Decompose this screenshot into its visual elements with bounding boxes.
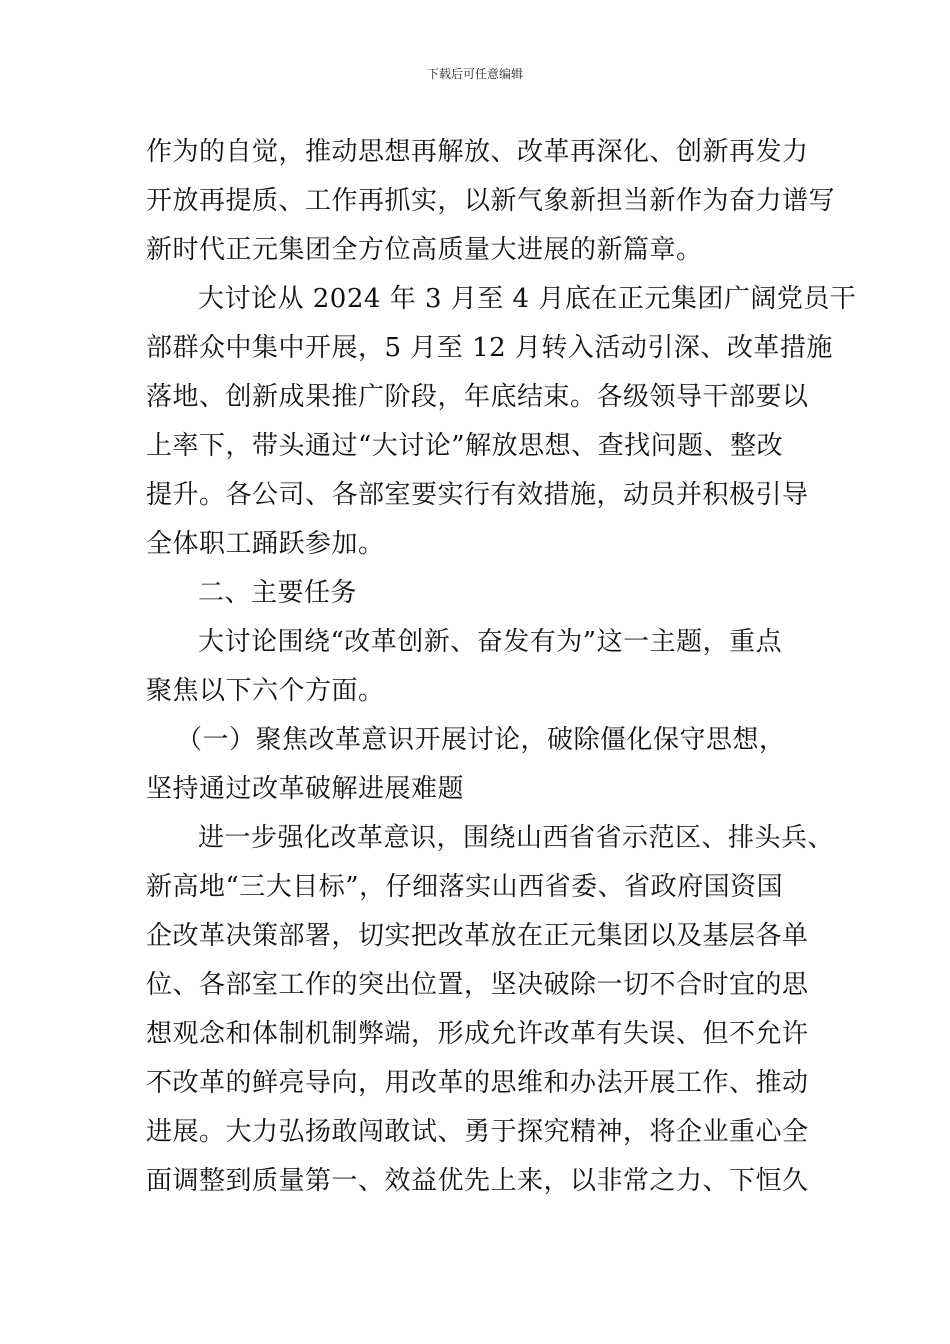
- paragraph-start: 大讨论从 2024 年 3 月至 4 月底在正元集团广阔党员干: [198, 284, 857, 314]
- text-line: 开放再提质、工作再抓实，以新气象新担当新作为奋力谱写: [146, 186, 836, 216]
- text-line: 部群众中集中开展，5 月至 12 月转入活动引深、改革措施: [146, 333, 833, 363]
- text-line: 新时代正元集团全方位高质量大进展的新篇章。: [146, 235, 703, 265]
- text-line: 想观念和体制机制弊端，形成允许改革有失误、但不允许: [146, 1019, 809, 1049]
- text-line: 落地、创新成果推广阶段，年底结束。各级领导干部要以: [146, 382, 809, 412]
- text-line: 不改革的鲜亮导向，用改革的思维和办法开展工作、推动: [146, 1068, 809, 1098]
- text-line: 上率下，带头通过“大讨论”解放思想、查找问题、整改: [146, 431, 784, 461]
- text-line: 聚焦以下六个方面。: [146, 676, 385, 706]
- paragraph-start: 大讨论围绕“改革创新、奋发有为”这一主题，重点: [198, 627, 783, 657]
- page-header: 下载后可任意编辑: [426, 67, 523, 81]
- subsection-heading: （一）聚焦改革意识开展讨论，破除僵化保守思想，: [176, 725, 786, 755]
- text-line: 全体职工踊跃参加。: [146, 529, 385, 559]
- text-line: 面调整到质量第一、效益优先上来，以非常之力、下恒久: [146, 1166, 809, 1196]
- section-heading: 二、主要任务: [198, 578, 358, 608]
- text-line: 作为的自觉，推动思想再解放、改革再深化、创新再发力: [146, 137, 809, 167]
- text-line: 位、各部室工作的突出位置，坚决破除一切不合时宜的思: [146, 970, 809, 1000]
- text-line: 企改革决策部署，切实把改革放在正元集团以及基层各单: [146, 921, 809, 951]
- document-body: [146, 128, 857, 1206]
- text-line: 新高地“三大目标”，仔细落实山西省委、省政府国资国: [146, 872, 784, 902]
- paragraph-start: 进一步强化改革意识，围绕山西省省示范区、排头兵、: [198, 823, 835, 853]
- text-line: 进展。大力弘扬敢闯敢试、勇于探究精神，将企业重心全: [146, 1117, 809, 1147]
- text-line: 提升。各公司、各部室要实行有效措施，动员并积极引导: [146, 480, 809, 510]
- subsection-heading-cont: 坚持通过改革破解进展难题: [146, 774, 465, 804]
